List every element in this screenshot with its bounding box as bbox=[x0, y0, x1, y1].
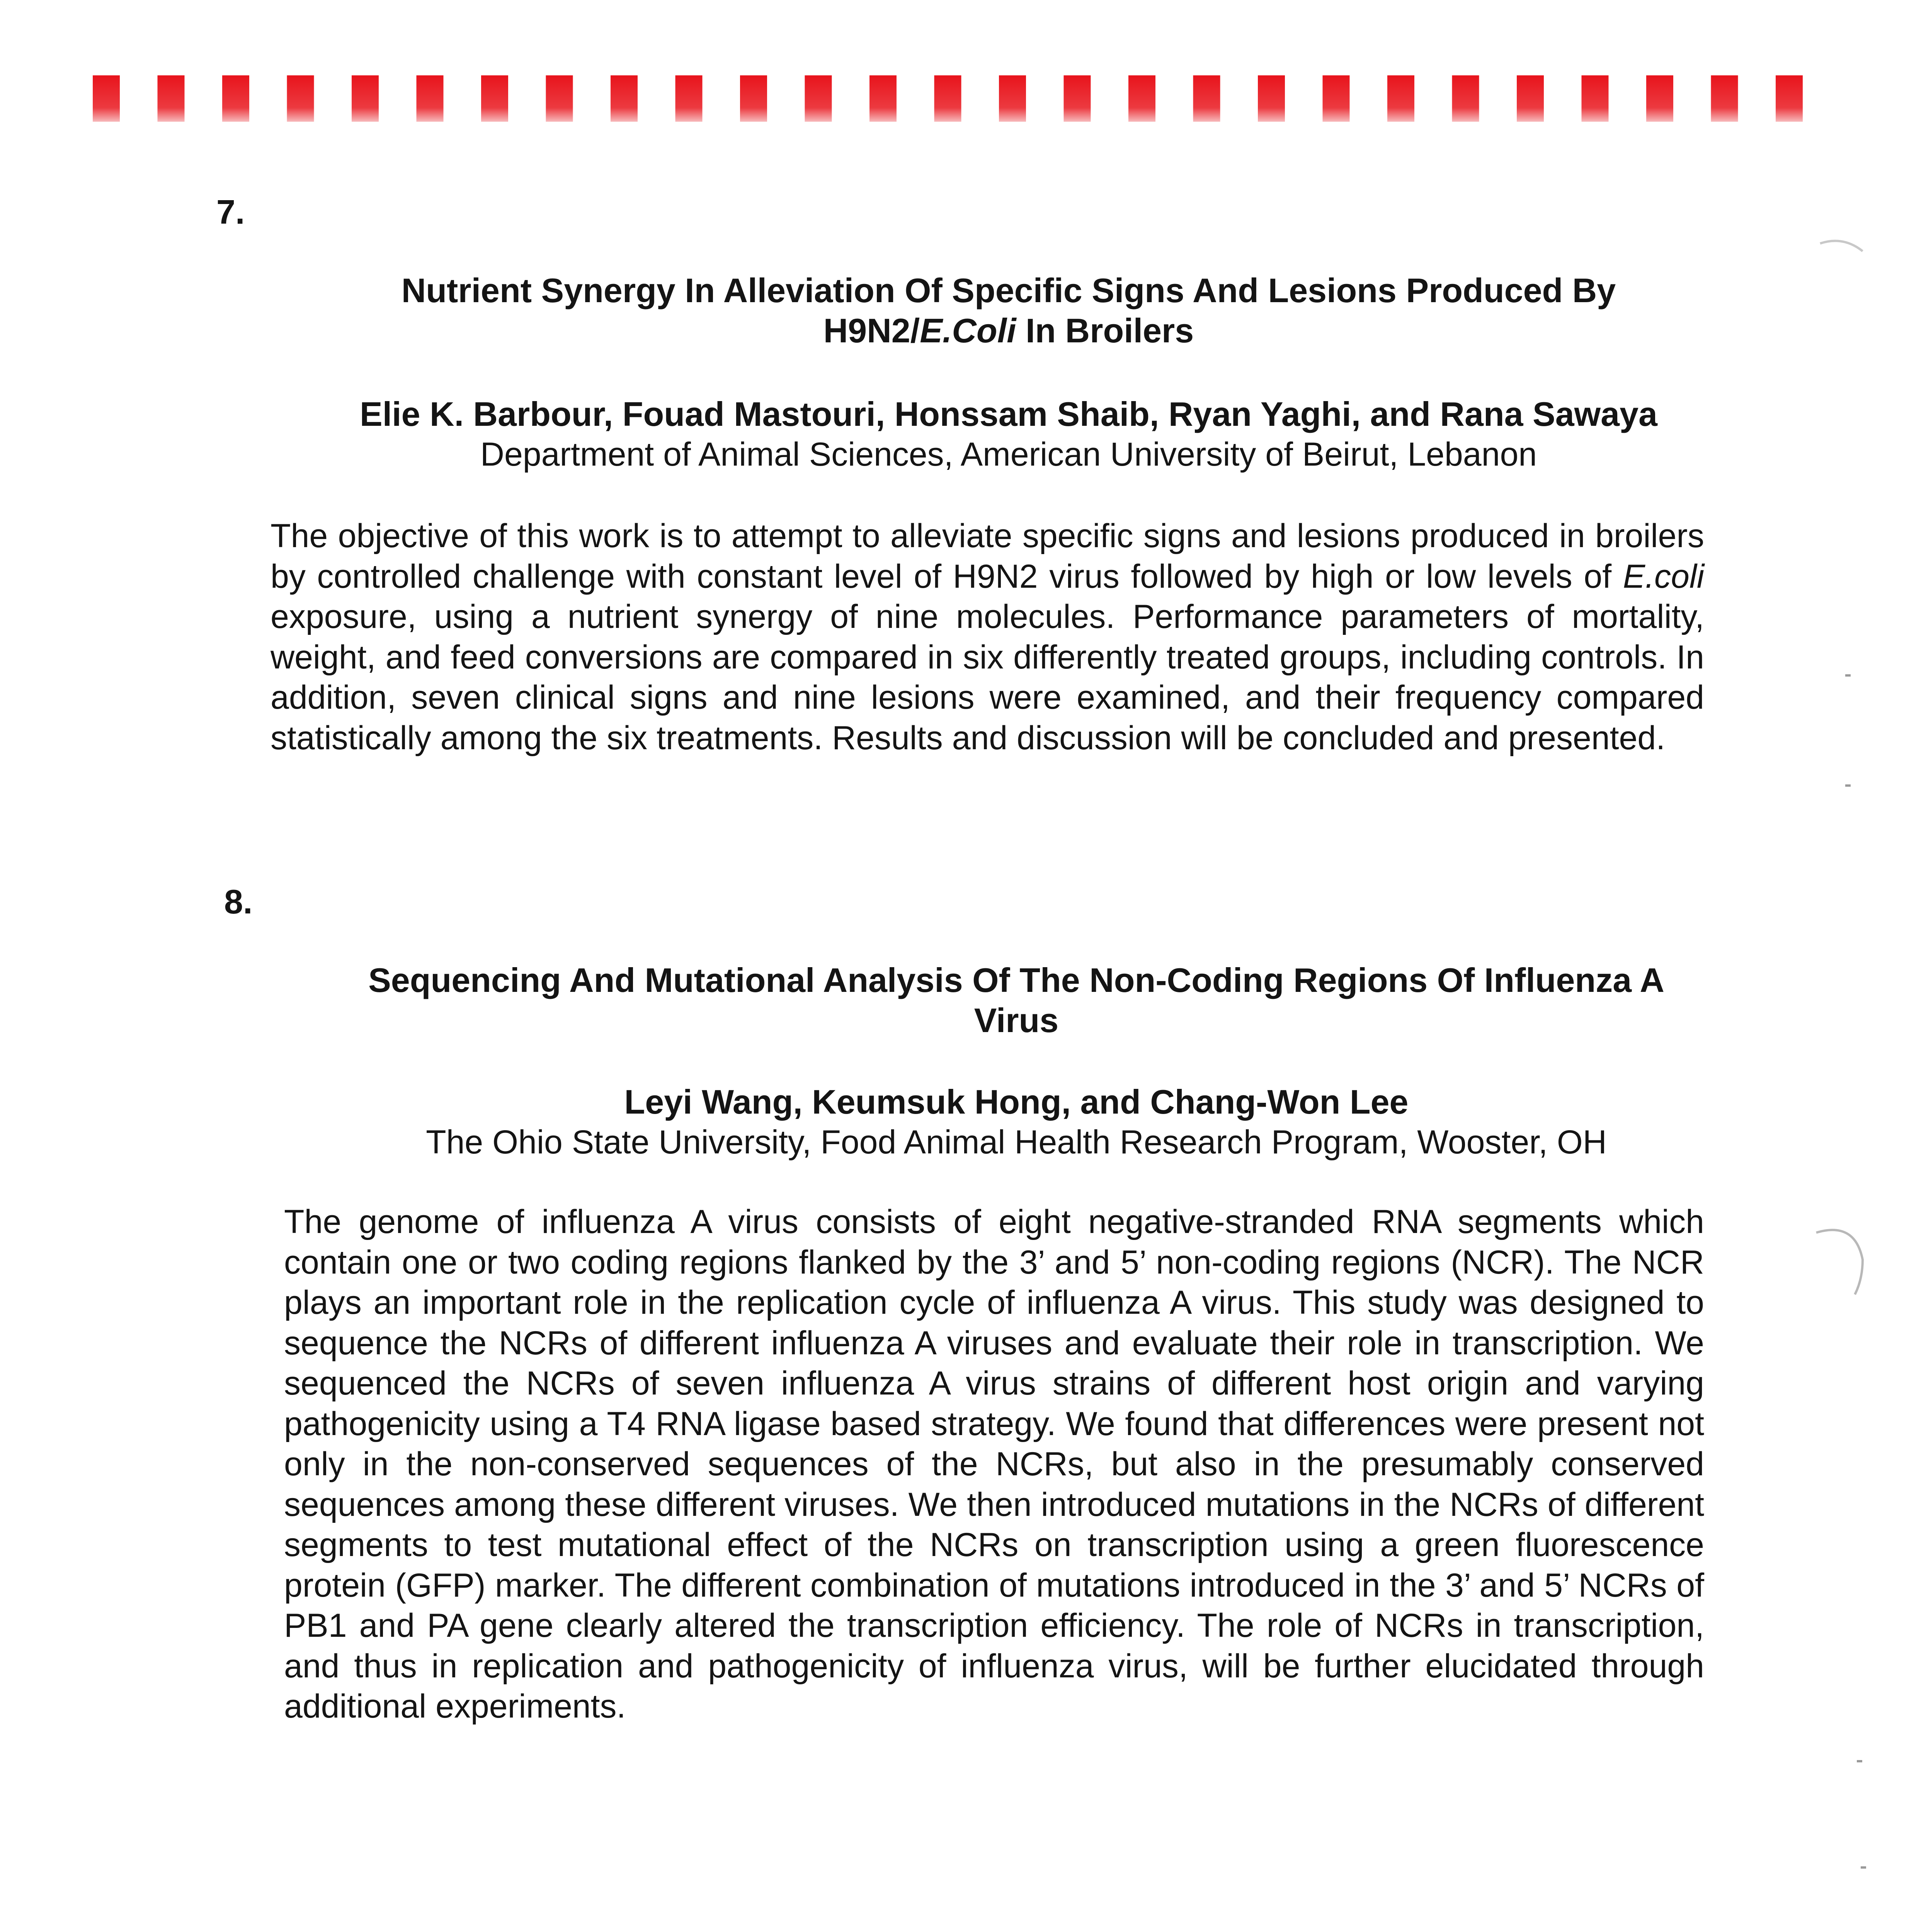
abstract-8-number: 8. bbox=[224, 883, 253, 921]
abstract-7-authors: Elie K. Barbour, Fouad Mastouri, Honssam Shaib, Ryan Yaghi, and Rana Sawaya bbox=[360, 395, 1657, 433]
header-dash bbox=[1776, 75, 1803, 122]
header-dash bbox=[481, 75, 508, 122]
header-dash bbox=[1258, 75, 1285, 122]
header-dash bbox=[675, 75, 703, 122]
abstract-7-affiliation: Department of Animal Sciences, American University of Beirut, Lebanon bbox=[480, 436, 1537, 473]
abstract-7-number: 7. bbox=[216, 193, 245, 231]
abstract-8-title-line1: Sequencing And Mutational Analysis Of The Non-Coding Regions Of Influenza A bbox=[368, 961, 1664, 999]
scan-speck bbox=[1861, 1866, 1866, 1869]
header-dash bbox=[1711, 75, 1738, 122]
header-dash bbox=[934, 75, 961, 122]
abstract-8-title-line2: Virus bbox=[974, 1001, 1059, 1039]
header-dash bbox=[222, 75, 249, 122]
header-dash bbox=[1646, 75, 1673, 122]
header-dash bbox=[417, 75, 444, 122]
header-dash bbox=[1323, 75, 1350, 122]
punch-hole-arc-middle bbox=[1812, 1217, 1874, 1302]
header-dash bbox=[287, 75, 314, 122]
abstract-7-title-line2-suffix: In Broilers bbox=[1016, 311, 1194, 350]
abstract-7-body-italic: E.coli bbox=[1623, 558, 1704, 595]
abstract-7-body-part2: exposure, using a nutrient synergy of nine molecules. Performance parameters of mortality, weight, and feed conversions are compared in six differently treated groups, including controls. In addition, seven clinical signs and nine lesions were examined, and their frequency compared statistically among the six treatments. Results and discussion will be concluded and presented. bbox=[271, 598, 1704, 757]
abstract-7-body-part1: The objective of this work is to attempt to alleviate specific signs and lesions produced in broilers by controlled challenge with constant level of H9N2 virus followed by high or low levels of bbox=[271, 517, 1704, 595]
header-dash-bar bbox=[89, 75, 1816, 122]
scan-speck bbox=[1845, 674, 1851, 677]
header-dash bbox=[546, 75, 573, 122]
header-dash bbox=[1128, 75, 1155, 122]
scan-speck bbox=[1857, 1760, 1862, 1762]
header-dash bbox=[1452, 75, 1479, 122]
header-dash bbox=[740, 75, 767, 122]
header-dash bbox=[611, 75, 638, 122]
abstract-8-body: The genome of influenza A virus consists of eight negative-stranded RNA segments which contain one or two coding regions flanked by the 3’ and 5’ non-coding regions (NCR). The NCR plays an important role in the replication cycle of influenza A virus. This study was designed to sequence the NCRs of different influenza A viruses and evaluate their role in transcription. We sequenced the NCRs of seven influenza A virus strains of different host origin and varying pathogenicity using a T4 RNA ligase based strategy. We found that differences were present not only in the non-conserved sequences of the NCRs, but also in the presumably conserved sequences among these different viruses. We then introduced mutations in the NCRs of different segments to test mutational effect of the NCRs on transcription using a green fluorescence protein (GFP) marker. The different combination of mutations introduced in the 3’ and 5’ NCRs of PB1 and PA gene clearly altered the transcription efficiency. The role of NCRs in transcription, and thus in replication and pathogenicity of influenza virus, will be further elucidated through additional experiments. bbox=[284, 1203, 1704, 1725]
header-dash bbox=[93, 75, 120, 122]
header-dash bbox=[1517, 75, 1544, 122]
abstract-7-title bbox=[271, 270, 1747, 351]
abstract-7-title-line2-italic: E.Coli bbox=[920, 311, 1016, 350]
header-dash bbox=[352, 75, 379, 122]
header-dash bbox=[1064, 75, 1091, 122]
header-dash bbox=[805, 75, 832, 122]
abstract-8-title bbox=[301, 960, 1731, 1041]
scan-speck bbox=[1845, 784, 1851, 787]
header-dash bbox=[1387, 75, 1414, 122]
abstract-8-affiliation: The Ohio State University, Food Animal Health Research Program, Wooster, OH bbox=[426, 1124, 1607, 1161]
header-dash bbox=[1193, 75, 1220, 122]
punch-hole-arc-top bbox=[1816, 228, 1870, 274]
header-dash bbox=[869, 75, 897, 122]
abstract-8-authors: Leyi Wang, Keumsuk Hong, and Chang-Won Lee bbox=[624, 1083, 1409, 1121]
header-dash bbox=[158, 75, 185, 122]
abstract-7-title-line1: Nutrient Synergy In Alleviation Of Specific Signs And Lesions Produced By bbox=[401, 271, 1616, 310]
abstract-7-title-line2-prefix: H9N2/ bbox=[823, 311, 920, 350]
header-dash bbox=[999, 75, 1026, 122]
abstract-7-body bbox=[271, 516, 1704, 758]
header-dash bbox=[1582, 75, 1609, 122]
